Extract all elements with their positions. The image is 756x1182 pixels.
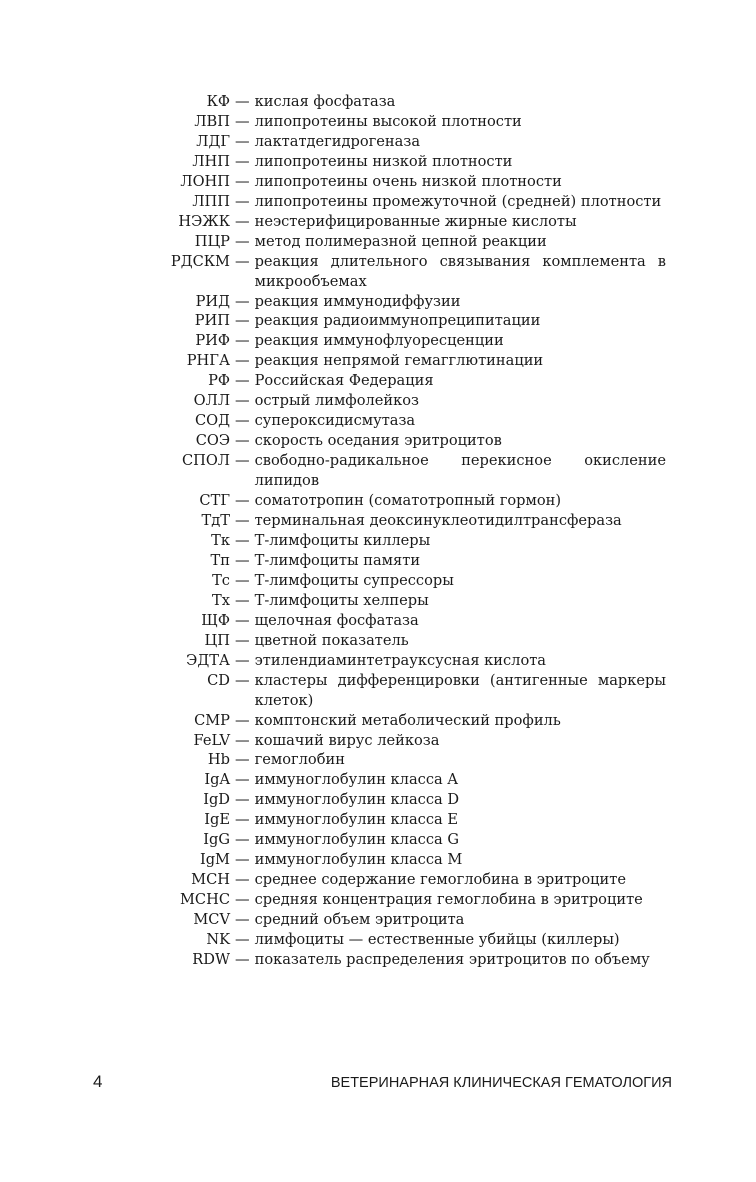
em-dash-separator: — <box>235 332 250 350</box>
abbreviation-term: Тп <box>210 551 230 569</box>
abbreviation-entry <box>150 571 666 591</box>
abbreviation-term: ПЦР <box>194 232 230 250</box>
abbreviation-definition: реакция длительного связывания комплемента в микрообъемах <box>254 252 666 290</box>
abbreviation-definition: липопротеины низкой плотности <box>254 152 513 170</box>
em-dash-separator: — <box>235 891 250 909</box>
abbreviation-entry <box>150 112 666 132</box>
abbreviation-definition: метод полимеразной цепной реакции <box>254 232 547 250</box>
abbreviation-term: IgE <box>204 811 230 829</box>
abbreviation-definition: иммуноглобулин класса M <box>254 851 463 869</box>
abbreviation-definition: соматотропин (соматотропный гормон) <box>254 492 562 510</box>
abbreviation-definition: лактатдегидрогеназа <box>254 132 421 150</box>
em-dash-separator: — <box>235 412 250 430</box>
abbreviation-term: ЛНП <box>192 152 230 170</box>
abbreviation-term: ЩФ <box>201 611 230 629</box>
em-dash-separator: — <box>235 252 250 270</box>
em-dash-separator: — <box>235 172 250 190</box>
abbreviation-definition: щелочная фосфатаза <box>254 611 419 629</box>
abbreviation-definition: реакция радиоиммунопреципитации <box>254 312 541 330</box>
abbreviation-entry <box>150 311 666 331</box>
abbreviation-definition: супероксидисмутаза <box>254 412 416 430</box>
abbreviation-term: ТдТ <box>201 512 230 530</box>
abbreviation-entry <box>150 671 666 711</box>
abbreviation-definition: реакция иммунофлуоресценции <box>254 332 504 350</box>
abbreviation-definition: липопротеины очень низкой плотности <box>254 172 562 190</box>
abbreviation-term: ЛОНП <box>180 172 230 190</box>
abbreviation-entry <box>150 711 666 731</box>
abbreviation-term: РИФ <box>195 332 230 350</box>
abbreviation-entry <box>150 232 666 252</box>
em-dash-separator: — <box>235 132 250 150</box>
abbreviation-list <box>150 92 666 970</box>
abbreviation-term: ЛВП <box>194 112 230 130</box>
abbreviation-term: СТГ <box>199 492 230 510</box>
abbreviation-entry <box>150 92 666 112</box>
em-dash-separator: — <box>235 312 250 330</box>
abbreviation-entry <box>150 810 666 830</box>
abbreviation-entry <box>150 870 666 890</box>
em-dash-separator: — <box>235 352 250 370</box>
abbreviation-definition: лимфоциты — естественные убийцы (киллеры) <box>254 931 620 949</box>
em-dash-separator: — <box>235 771 250 789</box>
abbreviation-term: CD <box>207 671 230 689</box>
em-dash-separator: — <box>235 93 250 110</box>
abbreviation-term: Hb <box>207 751 230 769</box>
em-dash-separator: — <box>235 950 250 968</box>
em-dash-separator: — <box>235 112 250 130</box>
abbreviation-definition: комптонский метаболический профиль <box>254 711 561 729</box>
abbreviation-term: ЛПП <box>192 192 230 210</box>
abbreviation-term: РДСКМ <box>170 252 230 270</box>
abbreviation-entry <box>150 910 666 930</box>
abbreviation-entry <box>150 511 666 531</box>
abbreviation-term: РНГА <box>186 352 230 370</box>
abbreviation-entry <box>150 192 666 212</box>
em-dash-separator: — <box>235 531 250 549</box>
abbreviation-definition: реакция непрямой гемагглютинации <box>254 352 544 370</box>
abbreviation-entry <box>150 391 666 411</box>
abbreviation-term: СОД <box>195 412 230 430</box>
abbreviation-definition: Т-лимфоциты памяти <box>254 551 421 569</box>
em-dash-separator: — <box>235 192 250 210</box>
em-dash-separator: — <box>235 651 250 669</box>
em-dash-separator: — <box>235 292 250 310</box>
abbreviation-term: IgM <box>199 851 230 869</box>
em-dash-separator: — <box>235 571 250 589</box>
running-title: ВЕТЕРИНАРНАЯ КЛИНИЧЕСКАЯ ГЕМАТОЛОГИЯ <box>330 1075 672 1091</box>
abbreviation-definition: скорость оседания эритроцитов <box>254 432 502 450</box>
abbreviation-entry <box>150 292 666 312</box>
abbreviation-entry <box>150 152 666 172</box>
em-dash-separator: — <box>235 711 250 729</box>
em-dash-separator: — <box>235 492 250 510</box>
abbreviation-definition: Российская Федерация <box>254 372 434 390</box>
abbreviation-definition: цветной показатель <box>254 631 409 649</box>
abbreviation-entry <box>150 731 666 751</box>
abbreviation-entry <box>150 351 666 371</box>
abbreviation-term: РФ <box>208 372 230 390</box>
abbreviation-definition: иммуноглобулин класса G <box>254 831 459 849</box>
abbreviation-entry <box>150 930 666 950</box>
em-dash-separator: — <box>235 432 250 450</box>
abbreviation-entry <box>150 551 666 571</box>
abbreviation-term: РИП <box>194 312 230 330</box>
abbreviation-definition: среднее содержание гемоглобина в эритроците <box>254 871 626 889</box>
abbreviation-term: СПОЛ <box>181 452 230 470</box>
abbreviation-definition: терминальная деоксинуклеотидилтрансфераза <box>254 512 622 530</box>
abbreviation-entry <box>150 252 666 292</box>
abbreviation-entry <box>150 631 666 651</box>
abbreviation-definition: кошачий вирус лейкоза <box>254 731 440 749</box>
em-dash-separator: — <box>235 631 250 649</box>
abbreviation-entry <box>150 790 666 810</box>
abbreviation-entry <box>150 890 666 910</box>
abbreviation-entry <box>150 531 666 551</box>
abbreviation-definition: реакция иммунодиффузии <box>254 292 461 310</box>
abbreviation-entry <box>150 491 666 511</box>
abbreviation-definition: липопротеины промежуточной (средней) плотности <box>254 192 662 210</box>
abbreviation-term: ОЛЛ <box>193 392 230 410</box>
em-dash-separator: — <box>235 152 250 170</box>
page-number: 4 <box>93 1072 103 1091</box>
abbreviation-term: RDW <box>192 950 230 968</box>
abbreviation-definition: иммуноглобулин класса A <box>254 771 458 789</box>
abbreviation-definition: неэстерифицированные жирные кислоты <box>254 212 577 230</box>
abbreviation-entry <box>150 591 666 611</box>
em-dash-separator: — <box>235 551 250 569</box>
abbreviation-definition: Т-лимфоциты хелперы <box>254 591 429 609</box>
abbreviation-entry <box>150 331 666 351</box>
abbreviation-entry <box>150 451 666 491</box>
abbreviation-term: Тс <box>212 571 230 589</box>
abbreviation-term: NK <box>206 931 230 949</box>
abbreviation-entry <box>150 830 666 850</box>
abbreviation-entry <box>150 212 666 232</box>
em-dash-separator: — <box>235 212 250 230</box>
abbreviation-definition: кластеры дифференцировки (антигенные маркеры клеток) <box>254 671 666 709</box>
abbreviation-definition: острый лимфолейкоз <box>254 392 420 410</box>
abbreviation-term: IgG <box>203 831 230 849</box>
em-dash-separator: — <box>235 831 250 849</box>
em-dash-separator: — <box>235 791 250 809</box>
em-dash-separator: — <box>235 372 250 390</box>
abbreviation-definition: липопротеины высокой плотности <box>254 112 522 130</box>
em-dash-separator: — <box>235 512 250 530</box>
abbreviation-term: Тк <box>211 531 230 549</box>
abbreviation-term: СОЭ <box>195 432 230 450</box>
abbreviation-entry <box>150 850 666 870</box>
abbreviation-definition: средний объем эритроцита <box>254 911 465 929</box>
abbreviation-term: FeLV <box>193 731 230 749</box>
abbreviation-definition: свободно-радикальное перекисное окисление липидов <box>254 452 666 490</box>
em-dash-separator: — <box>235 452 250 470</box>
em-dash-separator: — <box>235 591 250 609</box>
em-dash-separator: — <box>235 731 250 749</box>
abbreviation-entry <box>150 411 666 431</box>
abbreviation-entry <box>150 950 666 970</box>
abbreviation-term: CMP <box>194 711 230 729</box>
abbreviation-term: MCH <box>191 871 230 889</box>
abbreviation-entry <box>150 651 666 671</box>
em-dash-separator: — <box>235 232 250 250</box>
abbreviation-entry <box>150 431 666 451</box>
abbreviation-term: КФ <box>206 93 230 110</box>
abbreviation-definition: средняя концентрация гемоглобина в эритроците <box>254 891 643 909</box>
abbreviation-term: РИД <box>195 292 230 310</box>
abbreviation-entry <box>150 750 666 770</box>
abbreviation-definition: гемоглобин <box>254 751 345 769</box>
abbreviation-term: ЦП <box>204 631 230 649</box>
abbreviation-entry <box>150 172 666 192</box>
abbreviation-definition: показатель распределения эритроцитов по объему <box>254 950 650 968</box>
em-dash-separator: — <box>235 871 250 889</box>
abbreviation-definition: Т-лимфоциты киллеры <box>254 531 431 549</box>
abbreviation-term: ЭДТА <box>186 651 230 669</box>
abbreviation-term: НЭЖК <box>178 212 230 230</box>
abbreviation-term: IgD <box>203 791 230 809</box>
abbreviation-term: MCHC <box>179 891 230 909</box>
abbreviation-definition: иммуноглобулин класса D <box>254 791 460 809</box>
abbreviation-term: MCV <box>193 911 230 929</box>
abbreviation-term: Тх <box>212 591 230 609</box>
abbreviation-entry <box>150 611 666 631</box>
em-dash-separator: — <box>235 392 250 410</box>
abbreviation-definition: Т-лимфоциты супрессоры <box>254 571 454 589</box>
abbreviation-definition: кислая фосфатаза <box>254 93 396 110</box>
em-dash-separator: — <box>235 851 250 869</box>
em-dash-separator: — <box>235 751 250 769</box>
abbreviation-definition: иммуноглобулин класса E <box>254 811 458 829</box>
abbreviation-entry <box>150 132 666 152</box>
em-dash-separator: — <box>235 611 250 629</box>
abbreviation-entry <box>150 770 666 790</box>
abbreviation-term: IgA <box>204 771 230 789</box>
abbreviation-term: ЛДГ <box>196 132 230 150</box>
em-dash-separator: — <box>235 671 250 689</box>
em-dash-separator: — <box>235 931 250 949</box>
abbreviation-definition: этилендиаминтетрауксусная кислота <box>254 651 547 669</box>
em-dash-separator: — <box>235 811 250 829</box>
em-dash-separator: — <box>235 911 250 929</box>
abbreviation-entry <box>150 371 666 391</box>
